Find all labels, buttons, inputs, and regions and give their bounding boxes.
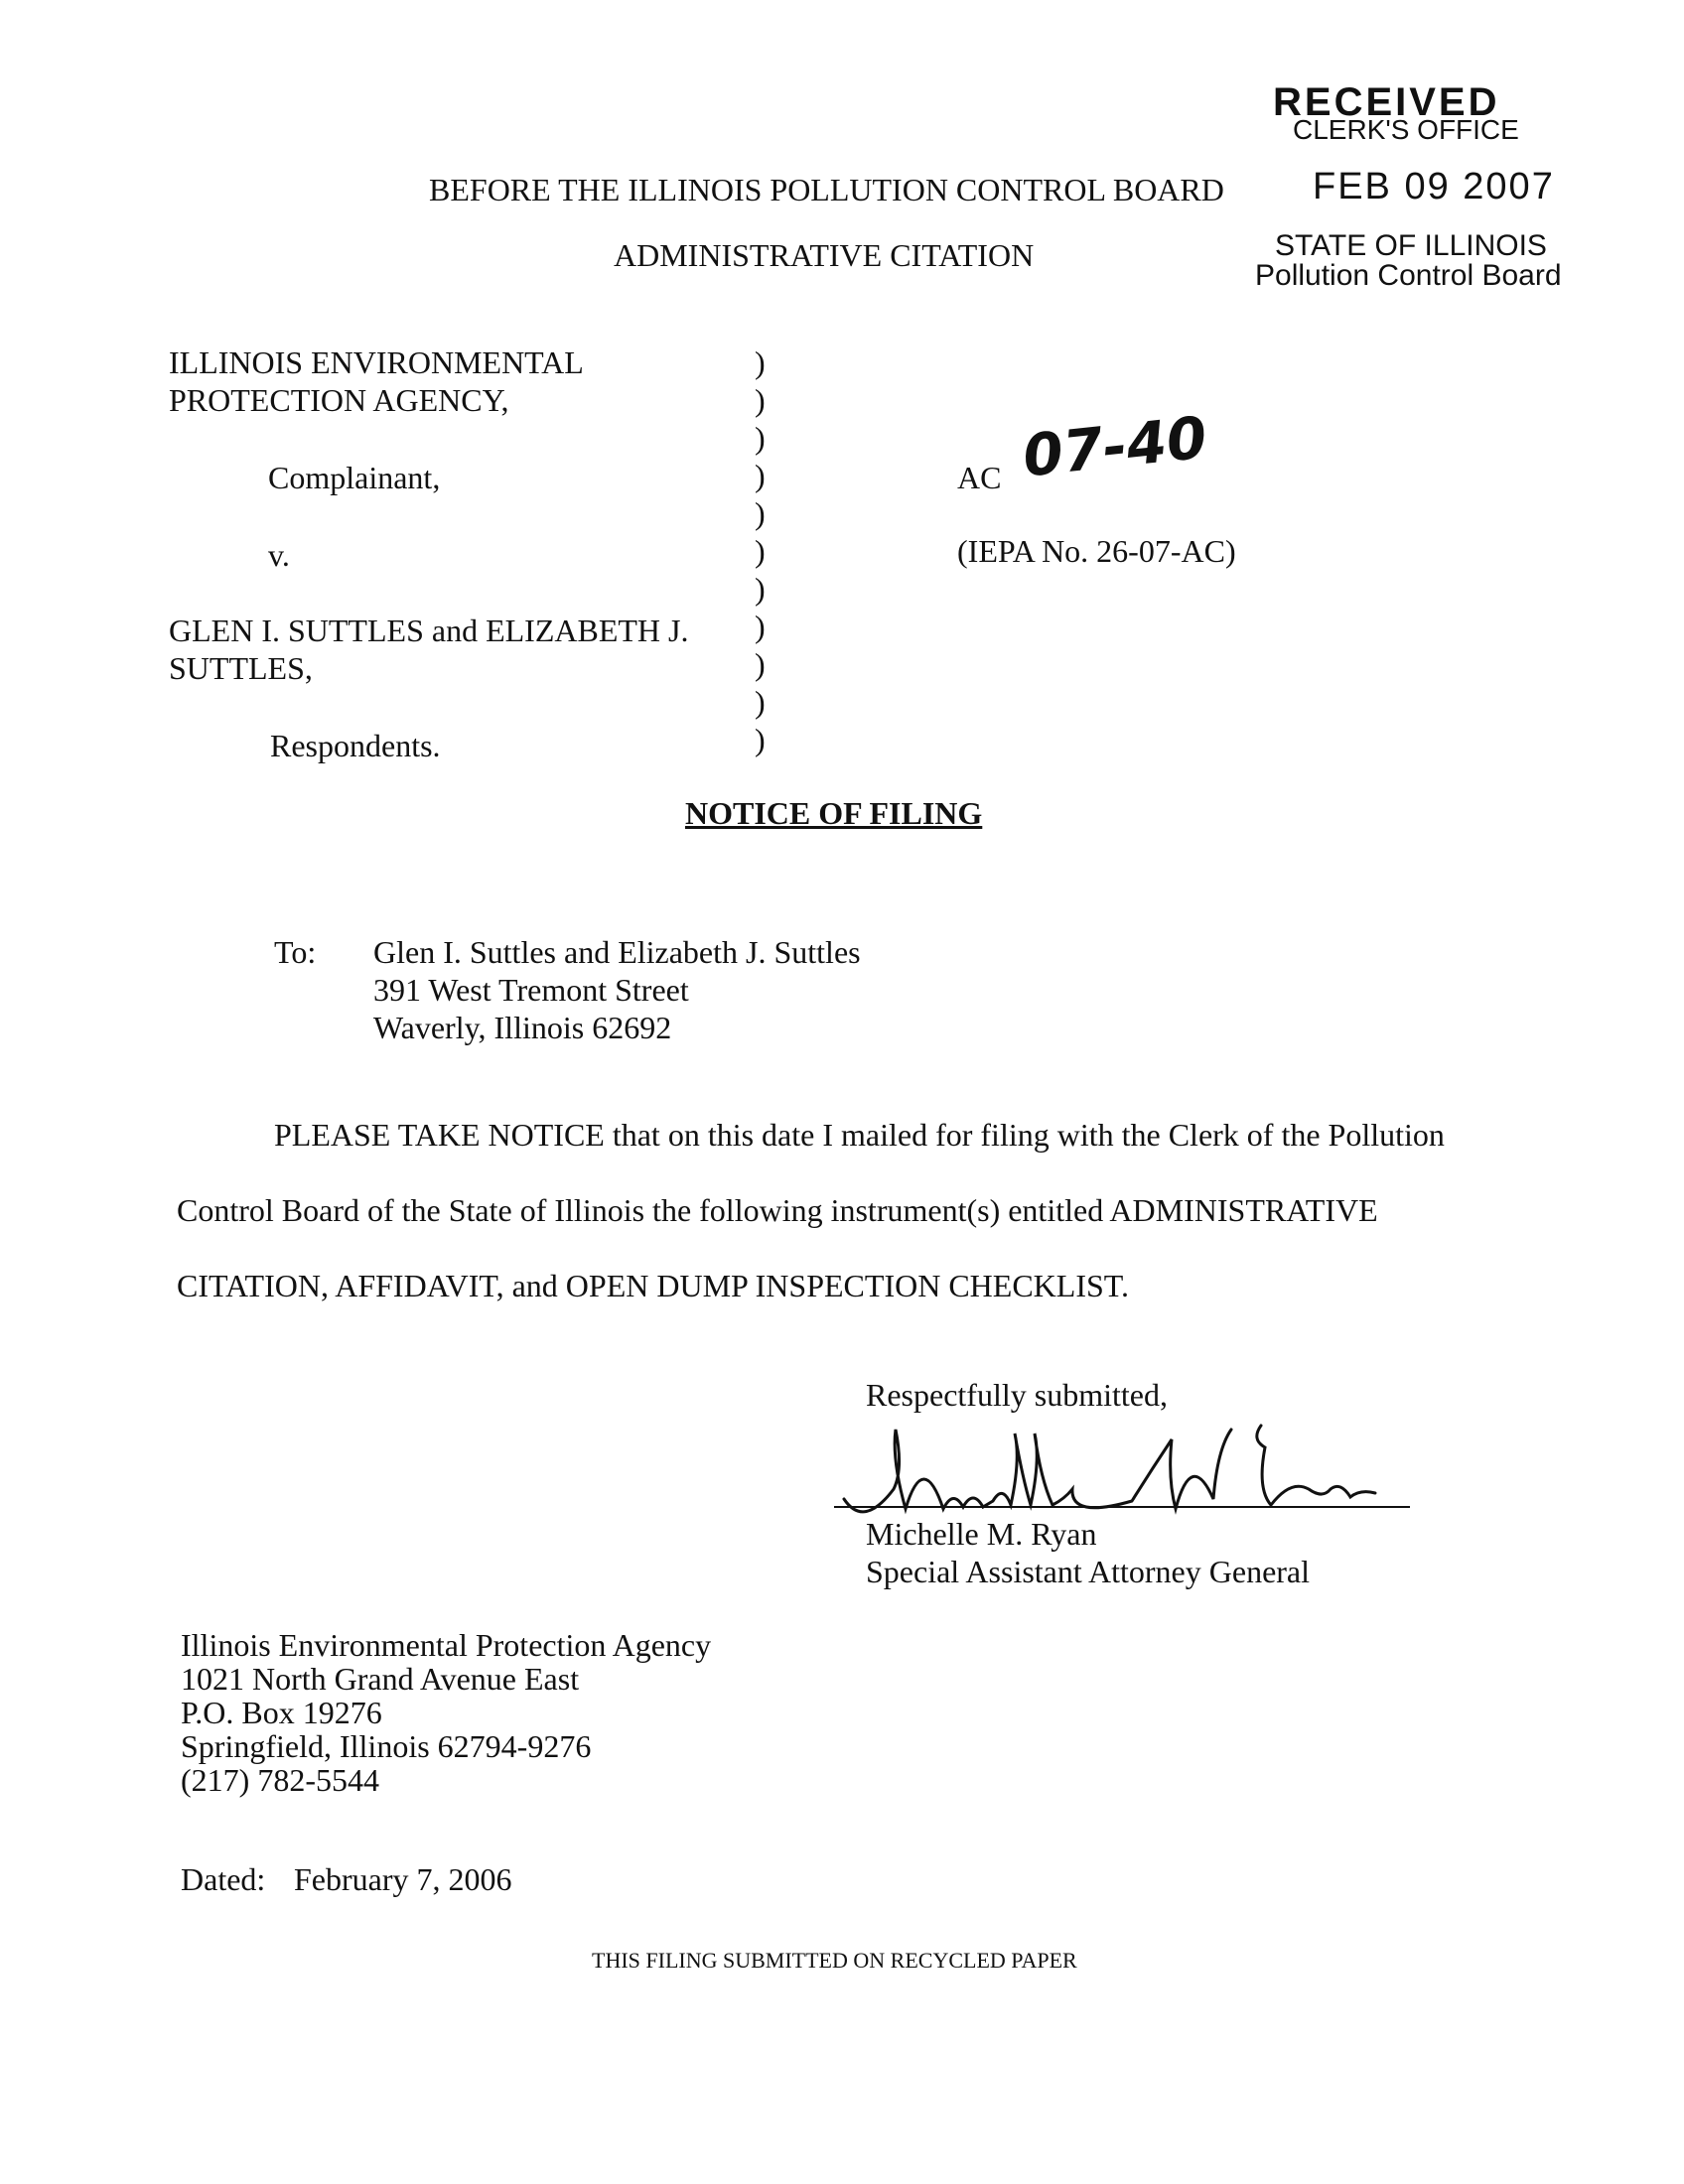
agency-city: Springfield, Illinois 62794-9276 [181,1728,592,1764]
notice-body-line3: CITATION, AFFIDAVIT, and OPEN DUMP INSPECTION CHECKLIST. [177,1268,1129,1303]
versus: v. [268,537,290,573]
case-prefix: AC [957,460,1002,495]
complainant-name-line2: PROTECTION AGENCY, [169,382,509,418]
caption-paren: ) [755,571,766,607]
notice-body-line1: PLEASE TAKE NOTICE that on this date I mailed for filing with the Clerk of the Pollution [274,1117,1445,1153]
document-type: ADMINISTRATIVE CITATION [614,237,1035,273]
caption-paren: ) [755,646,766,682]
caption-paren: ) [755,722,766,757]
stamp-received: RECEIVED [1273,80,1500,124]
board-title: BEFORE THE ILLINOIS POLLUTION CONTROL BOARD [429,172,1224,207]
recycled-paper-footer: THIS FILING SUBMITTED ON RECYCLED PAPER [592,1948,1077,1973]
caption-paren: ) [755,382,766,418]
notice-body-line2: Control Board of the State of Illinois the following instrument(s) entitled ADMINISTRATIVE [177,1192,1378,1228]
caption-paren: ) [755,533,766,569]
agency-phone: (217) 782-5544 [181,1762,379,1798]
respondent-label: Respondents. [270,728,441,763]
stamp-date: FEB 09 2007 [1313,166,1555,207]
caption-paren: ) [755,458,766,493]
respondent-name-line2: SUTTLES, [169,650,313,686]
recipient-city: Waverly, Illinois 62692 [373,1010,672,1045]
recipient-name: Glen I. Suttles and Elizabeth J. Suttles [373,934,861,970]
dated-value: February 7, 2006 [294,1861,512,1897]
caption-paren: ) [755,495,766,531]
caption-paren: ) [755,420,766,456]
agency-street: 1021 North Grand Avenue East [181,1661,580,1697]
complainant-label: Complainant, [268,460,441,495]
case-number-handwritten: 07-40 [1019,403,1210,490]
respondent-name-line1: GLEN I. SUTTLES and ELIZABETH J. [169,613,689,648]
signer-title: Special Assistant Attorney General [866,1554,1311,1589]
stamp-state: STATE OF ILLINOIS [1275,229,1547,262]
caption-paren: ) [755,684,766,720]
to-label: To: [274,934,317,970]
recipient-street: 391 West Tremont Street [373,972,689,1008]
caption-paren: ) [755,609,766,644]
caption-paren-column [755,343,766,758]
iepa-number: (IEPA No. 26-07-AC) [957,533,1236,569]
stamp-clerk-office: CLERK'S OFFICE [1293,114,1519,145]
notice-title: NOTICE OF FILING [685,795,983,831]
agency-po-box: P.O. Box 19276 [181,1695,382,1730]
complainant-name-line1: ILLINOIS ENVIRONMENTAL [169,344,584,380]
stamp-board: Pollution Control Board [1255,259,1562,292]
closing-text: Respectfully submitted, [866,1377,1168,1413]
agency-name: Illinois Environmental Protection Agency [181,1627,712,1663]
signer-name: Michelle M. Ryan [866,1516,1097,1552]
caption-paren: ) [755,344,766,380]
dated-label: Dated: [181,1861,266,1897]
